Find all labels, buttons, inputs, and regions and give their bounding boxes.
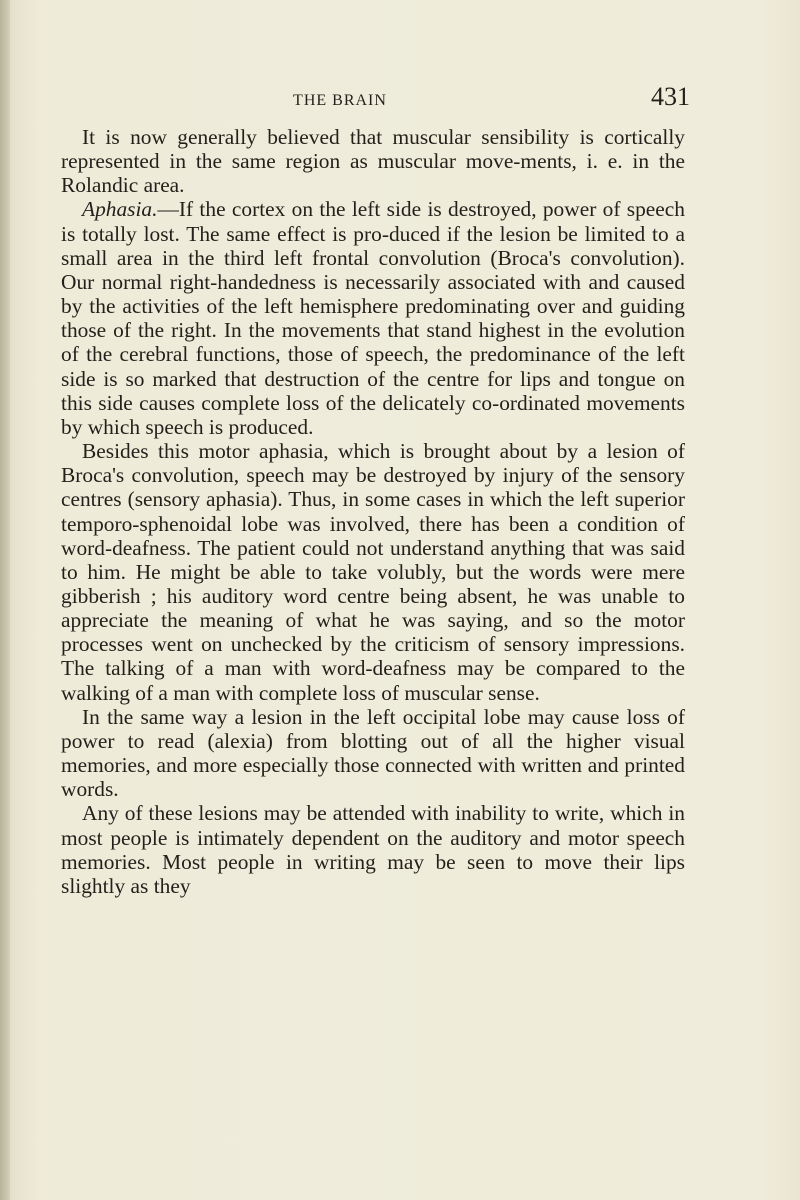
- paragraph: Besides this motor aphasia, which is brought about by a lesion of Broca's convolution, speech may be destroyed by injury of the sensory centres (sensory aphasia). Thus, in some cases in which the left superior temporo-sphenoidal lobe was involved, there has been a condition of word-deafness. The patient could not understand anything that was said to him. He might be able to take volubly, but the words were mere gibberish ; his auditory word centre being absent, he was unable to appreciate the meaning of what he was saying, and so the motor processes went on unchecked by the criticism of sensory impressions. The talking of a man with word-deafness may be compared to the walking of a man with complete loss of muscular sense.: [61, 439, 685, 705]
- page-binding-edge: [0, 0, 10, 1200]
- paragraph: It is now generally believed that muscular sensibility is cortically represented in the same region as muscular move-ments, i. e. in the Rolandic area.: [61, 125, 685, 198]
- page-header: [60, 82, 690, 114]
- paragraph: In the same way a lesion in the left occipital lobe may cause loss of power to read (alexia) from blotting out of all the higher visual memories, and more especially those connected with written and printed words.: [61, 704, 685, 802]
- paragraph-text: —If the cortex on the left side is destroyed, power of speech is totally lost. The same effect is pro-duced if the lesion be limited to a small area in the third left frontal convolution (Broca's convolution). Our normal right-handedness is necessarily associated with and caused by the activities of the left hemisphere predominating over and guiding those of the right. In the movements that stand highest in the evolution of the cerebral functions, those of speech, the predominance of the left side is so marked that destruction of the centre for lips and tongue on this side causes complete loss of the delicately co-ordinated movements by which speech is produced.: [61, 197, 685, 439]
- paragraph: [61, 197, 685, 439]
- section-heading-aphasia: Aphasia.: [82, 197, 158, 222]
- page-number: 431: [651, 82, 690, 111]
- running-title: THE BRAIN: [293, 92, 387, 109]
- body-text: [61, 125, 685, 898]
- paragraph: Any of these lesions may be attended with inability to write, which in most people is intimately dependent on the auditory and motor speech memories. Most people in writing may be seen to move their lips slightly as they: [61, 801, 685, 898]
